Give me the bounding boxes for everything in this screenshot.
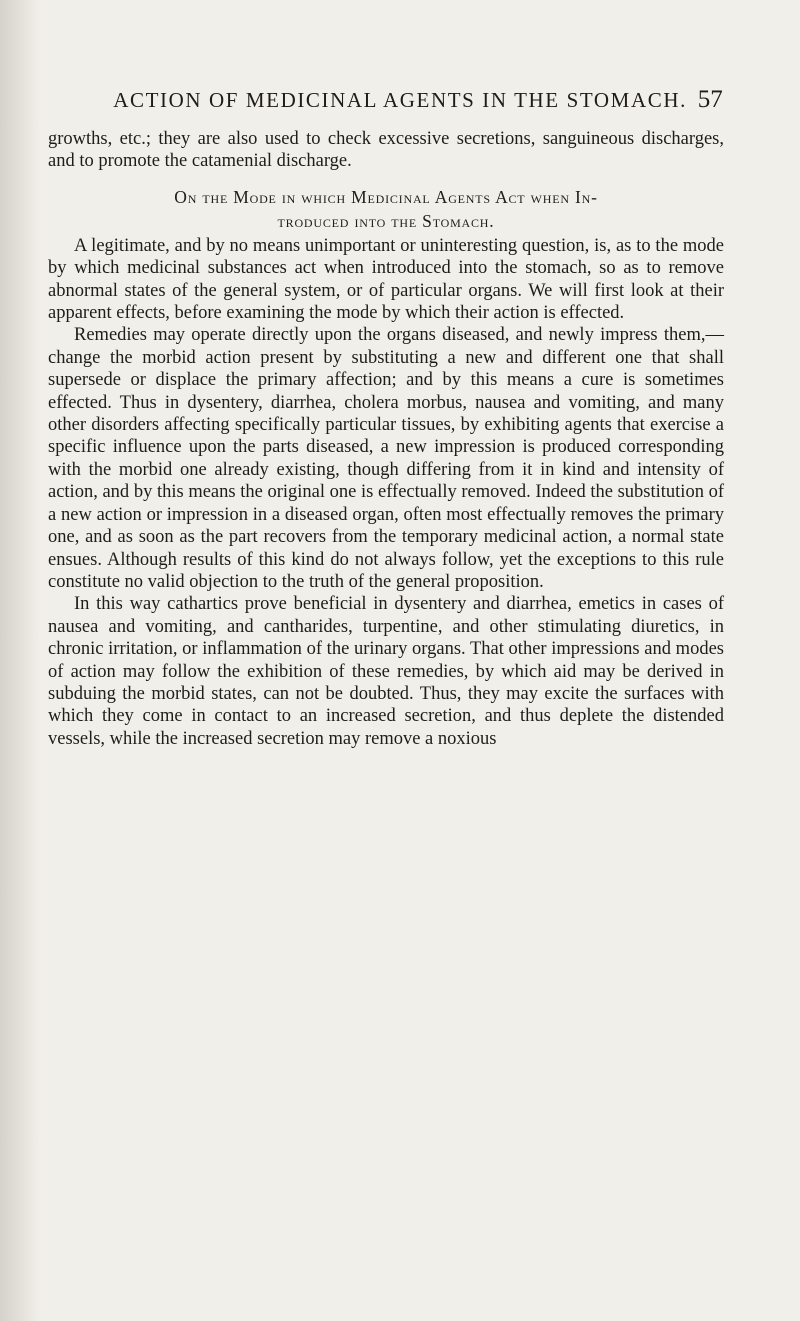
running-head-title: ACTION OF MEDICINAL AGENTS IN THE STOMACH. — [113, 88, 687, 112]
page-number: 57 — [697, 86, 723, 113]
section-title — [48, 185, 724, 233]
paragraph-2: Remedies may operate directly upon the organs diseased, and newly impress them,—change the morbid action present by substituting a new and different one that shall supersede or displace the primary affection; and by this means a cure is sometimes effected. Thus in dysentery, diarrhea, cholera morbus, nausea and vomiting, and many other disorders affecting specifically particular tissues, by exhibiting agents that exercise a specific influence upon the parts diseased, a new impression is produced corresponding with the morbid one already existing, though differing from it in kind and intensity of action, and by this means the original one is effectually removed. Indeed the substitution of a new action or impression in a diseased organ, often most effectually removes the primary one, and as soon as the part recovers from the temporary medicinal action, a normal state ensues. Although results of this kind do not always follow, yet the exceptions to this rule constitute no valid objection to the truth of the general proposition. — [48, 325, 724, 592]
body-text — [48, 128, 724, 750]
section-title-line-2: troduced into the Stomach. — [277, 210, 495, 231]
paragraph-1: A legitimate, and by no means unimportant or uninteresting question, is, as to the mode by which medicinal substances act when introduced into the stomach, so as to remove abnormal states of the general system, or of particular organs. We will first look at their apparent effects, before examining the mode by which their action is effected. — [48, 235, 724, 324]
opening-paragraph: growths, etc.; they are also used to check excessive secretions, sanguineous discharges, and to promote the catamenial discharge. — [48, 129, 724, 172]
section-title-line-1: On the Mode in which Medicinal Agents Act when In- — [174, 186, 598, 207]
paragraph-3: In this way cathartics prove beneficial in dysentery and diarrhea, emetics in cases of nausea and vomiting, and cantharides, turpentine, and other stimulating diuretics, in chronic irritation, or inflammation of the urinary organs. That other impressions and modes of action may follow the exhibition of these remedies, by which aid may be derived in subduing the morbid states, can not be doubted. Thus, they may excite the surfaces with which they come in contact to an increased secretion, and thus deplete the distended vessels, while the increased secretion may remove a noxious — [48, 594, 724, 749]
page-edge-shadow — [0, 0, 40, 1321]
running-head — [0, 86, 800, 114]
